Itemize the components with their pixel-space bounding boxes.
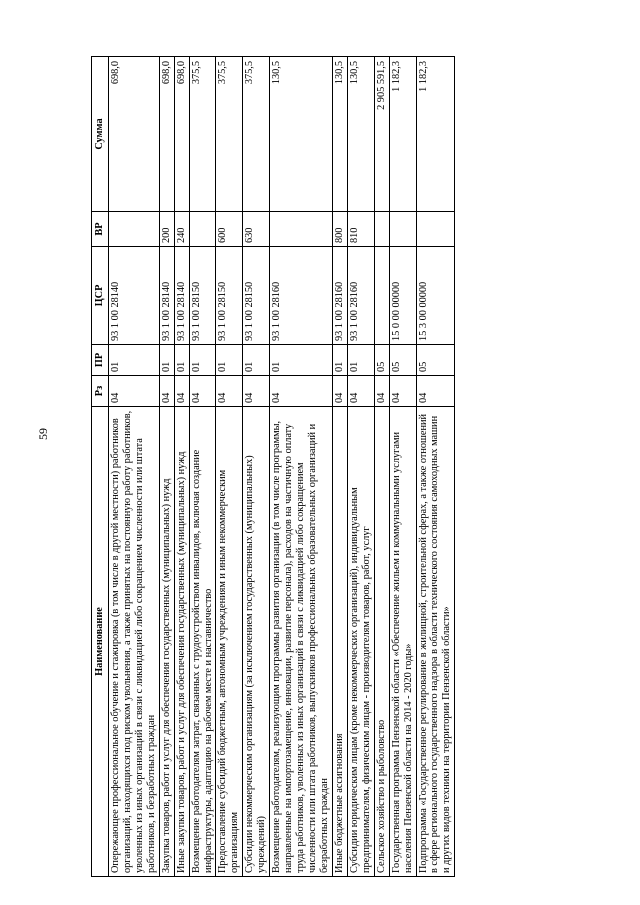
header-rz: Рз: [92, 376, 109, 407]
cell-rz: 04: [389, 376, 416, 407]
cell-csr: 93 1 00 28150: [189, 247, 216, 345]
cell-vr: [374, 212, 389, 247]
cell-vr: [189, 212, 216, 247]
cell-csr: 93 1 00 28160: [332, 247, 347, 345]
table-row: [243, 57, 270, 877]
cell-rz: 04: [189, 376, 216, 407]
cell-vr: [389, 212, 416, 247]
cell-sum: 375,5: [243, 57, 270, 212]
cell-pr: 01: [216, 345, 243, 376]
cell-csr: 15 0 00 00000: [389, 247, 416, 345]
cell-name: Предоставление субсидий бюджетным, автономным учреждениям и иным некоммерческим организациям: [216, 407, 243, 877]
cell-sum: 698,0: [108, 57, 159, 212]
table-row: [189, 57, 216, 877]
cell-sum: 130,5: [270, 57, 333, 212]
cell-pr: 01: [332, 345, 347, 376]
table-row: [159, 57, 174, 877]
table-row: [389, 57, 416, 877]
cell-vr: 800: [332, 212, 347, 247]
cell-pr: 01: [347, 345, 374, 376]
cell-rz: 04: [159, 376, 174, 407]
cell-csr: 93 1 00 28140: [159, 247, 174, 345]
cell-name: Подпрограмма «Государственное регулирование в жилищной, строительной сферах, а также отношений в сфере регионального государственного надзора в области технического состояния самоходных машин и других видов техники на территории Пензенской области»: [416, 407, 455, 877]
cell-name: Возмещение работодателям затрат, связанных с трудоустройством инвалидов, включая создание инфраструктуры, адаптацию на рабочем месте и наставничество: [189, 407, 216, 877]
header-sum: Сумма: [92, 57, 109, 212]
cell-rz: 04: [347, 376, 374, 407]
cell-rz: 04: [108, 376, 159, 407]
page-number: 59: [36, 428, 50, 440]
cell-sum: 375,5: [216, 57, 243, 212]
cell-sum: 1 182,3: [389, 57, 416, 212]
cell-rz: 04: [216, 376, 243, 407]
table-row: [347, 57, 374, 877]
header-vr: ВР: [92, 212, 109, 247]
budget-table: [91, 56, 455, 877]
cell-csr: 15 3 00 00000: [416, 247, 455, 345]
cell-pr: 05: [416, 345, 455, 376]
budget-table-container: [91, 57, 541, 877]
cell-csr: 93 1 00 28150: [243, 247, 270, 345]
cell-sum: 130,5: [332, 57, 347, 212]
cell-pr: 01: [159, 345, 174, 376]
cell-name: Субсидии некоммерческим организациям (за исключением государственных (муниципальных) учреждений): [243, 407, 270, 877]
header-csr: ЦСР: [92, 247, 109, 345]
cell-vr: [416, 212, 455, 247]
table-row: [416, 57, 455, 877]
table-header-row: [92, 57, 109, 877]
cell-name: Государственная программа Пензенской области «Обеспечение жильем и коммунальными услугами населения Пензенской области на 2014 - 2020 годы»: [389, 407, 416, 877]
cell-pr: 01: [108, 345, 159, 376]
table-row: [270, 57, 333, 877]
table-row: [374, 57, 389, 877]
cell-sum: 375,5: [189, 57, 216, 212]
cell-name: Субсидии юридическим лицам (кроме некоммерческих организаций), индивидуальным предпринимателям, физическим лицам - производителям товаров, работ, услуг: [347, 407, 374, 877]
cell-name: Иные закупки товаров, работ и услуг для обеспечения государственных (муниципальных) нужд: [174, 407, 189, 877]
cell-csr: [374, 247, 389, 345]
table-row: [108, 57, 159, 877]
cell-sum: 2 905 591,5: [374, 57, 389, 212]
cell-rz: 04: [416, 376, 455, 407]
cell-csr: 93 1 00 28160: [270, 247, 333, 345]
cell-vr: 810: [347, 212, 374, 247]
header-name: Наименование: [92, 407, 109, 877]
cell-pr: 01: [189, 345, 216, 376]
cell-name: Закупка товаров, работ и услуг для обеспечения государственных (муниципальных) нужд: [159, 407, 174, 877]
cell-vr: 200: [159, 212, 174, 247]
cell-pr: 05: [389, 345, 416, 376]
cell-sum: 1 182,3: [416, 57, 455, 212]
cell-pr: 05: [374, 345, 389, 376]
cell-vr: 240: [174, 212, 189, 247]
cell-rz: 04: [332, 376, 347, 407]
cell-rz: 04: [270, 376, 333, 407]
cell-csr: 93 1 00 28150: [216, 247, 243, 345]
table-row: [216, 57, 243, 877]
cell-csr: 93 1 00 28160: [347, 247, 374, 345]
table-row: [332, 57, 347, 877]
cell-vr: [108, 212, 159, 247]
cell-csr: 93 1 00 28140: [174, 247, 189, 345]
cell-name: Иные бюджетные ассигнования: [332, 407, 347, 877]
cell-rz: 04: [374, 376, 389, 407]
cell-vr: 630: [243, 212, 270, 247]
cell-sum: 698,0: [174, 57, 189, 212]
cell-csr: 93 1 00 28140: [108, 247, 159, 345]
cell-name: Опережающее профессиональное обучение и стажировка (в том числе в другой местности) работников организаций, находящихся под риском увольнения, а также принятых на постоянную работу работников, уволенных из иных организаций в связи с ликвидацией либо сокращением численности или штата работников, и безработных граждан: [108, 407, 159, 877]
cell-rz: 04: [174, 376, 189, 407]
cell-vr: [270, 212, 333, 247]
cell-rz: 04: [243, 376, 270, 407]
table-row: [174, 57, 189, 877]
cell-pr: 01: [243, 345, 270, 376]
cell-sum: 698,0: [159, 57, 174, 212]
cell-pr: 01: [174, 345, 189, 376]
cell-sum: 130,5: [347, 57, 374, 212]
cell-name: Сельское хозяйство и рыболовство: [374, 407, 389, 877]
header-pr: ПР: [92, 345, 109, 376]
cell-pr: 01: [270, 345, 333, 376]
cell-name: Возмещение работодателям, реализующим программы развития организации (в том числе программы, направленные на импортозамещение, инновации, развитие персонала), расходов на частичную оплату труда работников, уволенных из иных организаций в связи с ликвидацией либо сокращением численности или штата работников, выпускников профессиональных образовательных организаций и безработных граждан: [270, 407, 333, 877]
cell-vr: 600: [216, 212, 243, 247]
